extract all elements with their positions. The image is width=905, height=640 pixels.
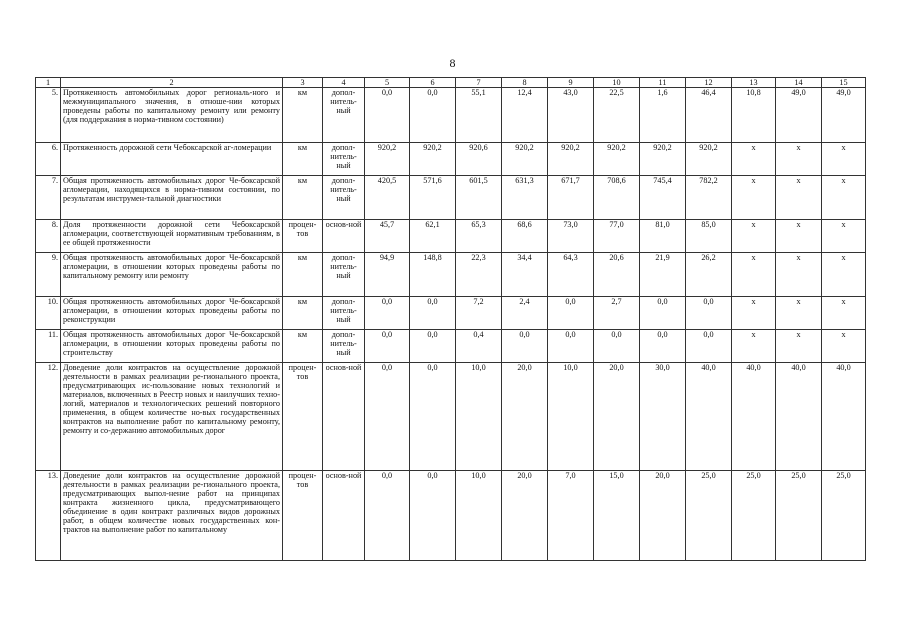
value-cell: x [822, 297, 866, 330]
row-number: 7. [36, 176, 61, 220]
indicator-type: допол-нитель-ный [323, 143, 365, 176]
unit: км [283, 88, 323, 143]
value-cell: x [776, 220, 822, 253]
value-cell: 920,2 [594, 143, 640, 176]
row-number: 5. [36, 88, 61, 143]
indicator-type: основ-ной [323, 471, 365, 561]
value-cell: 77,0 [594, 220, 640, 253]
value-cell: x [822, 143, 866, 176]
value-cell: 45,7 [365, 220, 410, 253]
value-cell: 0,0 [365, 88, 410, 143]
value-cell: 0,0 [410, 88, 456, 143]
column-header: 12 [686, 78, 732, 88]
column-header: 7 [456, 78, 502, 88]
indicator-type: допол-нитель-ный [323, 297, 365, 330]
page-number: 8 [449, 56, 456, 70]
table-row [36, 330, 866, 363]
value-cell: x [822, 330, 866, 363]
indicator-type: основ-ной [323, 363, 365, 471]
value-cell: 708,6 [594, 176, 640, 220]
value-cell: 64,3 [548, 253, 594, 297]
table-row [36, 253, 866, 297]
value-cell: 65,3 [456, 220, 502, 253]
value-cell: 601,5 [456, 176, 502, 220]
indicator-type: допол-нитель-ный [323, 88, 365, 143]
value-cell: 73,0 [548, 220, 594, 253]
row-number: 8. [36, 220, 61, 253]
unit: км [283, 143, 323, 176]
value-cell: 10,0 [456, 471, 502, 561]
value-cell: 30,0 [640, 363, 686, 471]
value-cell: 0,0 [548, 330, 594, 363]
indicators-table [35, 77, 866, 561]
column-header: 4 [323, 78, 365, 88]
value-cell: 0,0 [365, 363, 410, 471]
value-cell: x [776, 253, 822, 297]
value-cell: x [732, 176, 776, 220]
value-cell: x [732, 143, 776, 176]
indicator-name: Доля протяженности дорожной сети Чебоксарской агломерации, соответствующей нормативным требованиям, в ее общей протяженности [61, 220, 283, 253]
value-cell: x [776, 297, 822, 330]
indicator-name: Протяженность дорожной сети Чебоксарской аг-ломерации [61, 143, 283, 176]
value-cell: 22,5 [594, 88, 640, 143]
unit: процен-тов [283, 471, 323, 561]
value-cell: 2,7 [594, 297, 640, 330]
value-cell: 0,0 [410, 471, 456, 561]
value-cell: 0,0 [365, 297, 410, 330]
value-cell: x [822, 176, 866, 220]
value-cell: 0,0 [410, 297, 456, 330]
row-number: 10. [36, 297, 61, 330]
column-header: 9 [548, 78, 594, 88]
value-cell: 920,2 [410, 143, 456, 176]
indicator-name: Доведение доли контрактов на осуществление дорожной деятельности в рамках реализации ре-гионального проекта, предусматривающих выпол-нение работ на принципах контракта жизненного цикла, предусматривающего объединение в один контракт различных видов дорожных работ, в общем количестве новых государственных кон-трактов на выполнение работ по капитальному [61, 471, 283, 561]
value-cell: 2,4 [502, 297, 548, 330]
column-header: 13 [732, 78, 776, 88]
value-cell: 20,0 [640, 471, 686, 561]
value-cell: 631,3 [502, 176, 548, 220]
value-cell: 94,9 [365, 253, 410, 297]
value-cell: 0,0 [365, 471, 410, 561]
value-cell: 68,6 [502, 220, 548, 253]
row-number: 12. [36, 363, 61, 471]
column-header: 15 [822, 78, 866, 88]
table-row [36, 143, 866, 176]
value-cell: 920,2 [548, 143, 594, 176]
column-header: 2 [61, 78, 283, 88]
value-cell: 671,7 [548, 176, 594, 220]
value-cell: 10,0 [548, 363, 594, 471]
value-cell: 571,6 [410, 176, 456, 220]
value-cell: 46,4 [686, 88, 732, 143]
value-cell: x [822, 253, 866, 297]
value-cell: x [732, 297, 776, 330]
row-number: 9. [36, 253, 61, 297]
value-cell: 49,0 [776, 88, 822, 143]
value-cell: 25,0 [732, 471, 776, 561]
value-cell: 745,4 [640, 176, 686, 220]
indicator-name: Протяженность автомобильных дорог региональ-ного и межмуниципального значения, в отноше-нии которых проведены работы по капитальному ремонту или ремонту (для поддержания в норма-тивном состоянии) [61, 88, 283, 143]
value-cell: x [732, 253, 776, 297]
value-cell: 22,3 [456, 253, 502, 297]
value-cell: x [776, 176, 822, 220]
value-cell: 0,0 [502, 330, 548, 363]
value-cell: 55,1 [456, 88, 502, 143]
value-cell: 10,0 [456, 363, 502, 471]
value-cell: x [732, 220, 776, 253]
value-cell: 20,0 [594, 363, 640, 471]
value-cell: 0,0 [640, 297, 686, 330]
value-cell: 920,2 [365, 143, 410, 176]
value-cell: 20,0 [502, 471, 548, 561]
value-cell: 85,0 [686, 220, 732, 253]
indicator-name: Общая протяженность автомобильных дорог Че-боксарской агломерации, в отношении которых проведены работы по строительству [61, 330, 283, 363]
row-number: 6. [36, 143, 61, 176]
value-cell: 25,0 [822, 471, 866, 561]
row-number: 11. [36, 330, 61, 363]
value-cell: 0,0 [686, 330, 732, 363]
indicator-type: допол-нитель-ный [323, 176, 365, 220]
value-cell: 40,0 [732, 363, 776, 471]
indicator-name: Общая протяженность автомобильных дорог Че-боксарской агломерации, в отношении которых проведены работы по реконструкции [61, 297, 283, 330]
header-row [36, 78, 866, 88]
value-cell: 920,2 [640, 143, 686, 176]
value-cell: 21,9 [640, 253, 686, 297]
value-cell: 20,6 [594, 253, 640, 297]
value-cell: 62,1 [410, 220, 456, 253]
table-row [36, 220, 866, 253]
value-cell: 43,0 [548, 88, 594, 143]
value-cell: 12,4 [502, 88, 548, 143]
value-cell: x [776, 143, 822, 176]
unit: км [283, 297, 323, 330]
column-header: 6 [410, 78, 456, 88]
column-header: 8 [502, 78, 548, 88]
value-cell: 25,0 [686, 471, 732, 561]
column-header: 5 [365, 78, 410, 88]
value-cell: 0,0 [594, 330, 640, 363]
value-cell: 40,0 [686, 363, 732, 471]
unit: процен-тов [283, 220, 323, 253]
column-header: 3 [283, 78, 323, 88]
unit: км [283, 176, 323, 220]
column-header: 11 [640, 78, 686, 88]
value-cell: 25,0 [776, 471, 822, 561]
unit: процен-тов [283, 363, 323, 471]
value-cell: x [776, 330, 822, 363]
column-header: 1 [36, 78, 61, 88]
value-cell: 920,2 [502, 143, 548, 176]
table-row [36, 297, 866, 330]
value-cell: 0,0 [410, 330, 456, 363]
indicator-name: Доведение доли контрактов на осуществление дорожной деятельности в рамках реализации ре-гионального проекта, предусматривающих ис-пользование новых технологий и материалов, включенных в Реестр новых и наилучших техно-логий, материалов и технологических решений повторного применения, в общем количестве но-вых государственных контрактов на выполнение работ по капитальному ремонту, ремонту и со-держанию автомобильных дорог [61, 363, 283, 471]
value-cell: x [732, 330, 776, 363]
value-cell: 10,8 [732, 88, 776, 143]
table-row [36, 363, 866, 471]
value-cell: 0,4 [456, 330, 502, 363]
indicator-name: Общая протяженность автомобильных дорог Че-боксарской агломерации, находящихся в норма-тивном состоянии, по результатам инструмен-тальной диагностики [61, 176, 283, 220]
value-cell: 40,0 [776, 363, 822, 471]
table-row [36, 176, 866, 220]
value-cell: 920,2 [686, 143, 732, 176]
value-cell: 420,5 [365, 176, 410, 220]
indicator-type: допол-нитель-ный [323, 330, 365, 363]
table-row [36, 88, 866, 143]
column-header: 10 [594, 78, 640, 88]
indicator-name: Общая протяженность автомобильных дорог Че-боксарской агломерации, в отношении которых проведены работы по капитальному ремонту или ремонту [61, 253, 283, 297]
value-cell: 7,2 [456, 297, 502, 330]
value-cell: 0,0 [410, 363, 456, 471]
row-number: 13. [36, 471, 61, 561]
value-cell: 7,0 [548, 471, 594, 561]
value-cell: x [822, 220, 866, 253]
value-cell: 15,0 [594, 471, 640, 561]
unit: км [283, 253, 323, 297]
table-body [36, 88, 866, 561]
value-cell: 34,4 [502, 253, 548, 297]
value-cell: 0,0 [365, 330, 410, 363]
value-cell: 81,0 [640, 220, 686, 253]
table-row [36, 471, 866, 561]
value-cell: 49,0 [822, 88, 866, 143]
value-cell: 0,0 [548, 297, 594, 330]
value-cell: 782,2 [686, 176, 732, 220]
value-cell: 20,0 [502, 363, 548, 471]
indicator-type: основ-ной [323, 220, 365, 253]
value-cell: 0,0 [686, 297, 732, 330]
value-cell: 0,0 [640, 330, 686, 363]
value-cell: 148,8 [410, 253, 456, 297]
value-cell: 26,2 [686, 253, 732, 297]
unit: км [283, 330, 323, 363]
indicator-type: допол-нитель-ный [323, 253, 365, 297]
column-header: 14 [776, 78, 822, 88]
value-cell: 1,6 [640, 88, 686, 143]
value-cell: 920,6 [456, 143, 502, 176]
value-cell: 40,0 [822, 363, 866, 471]
